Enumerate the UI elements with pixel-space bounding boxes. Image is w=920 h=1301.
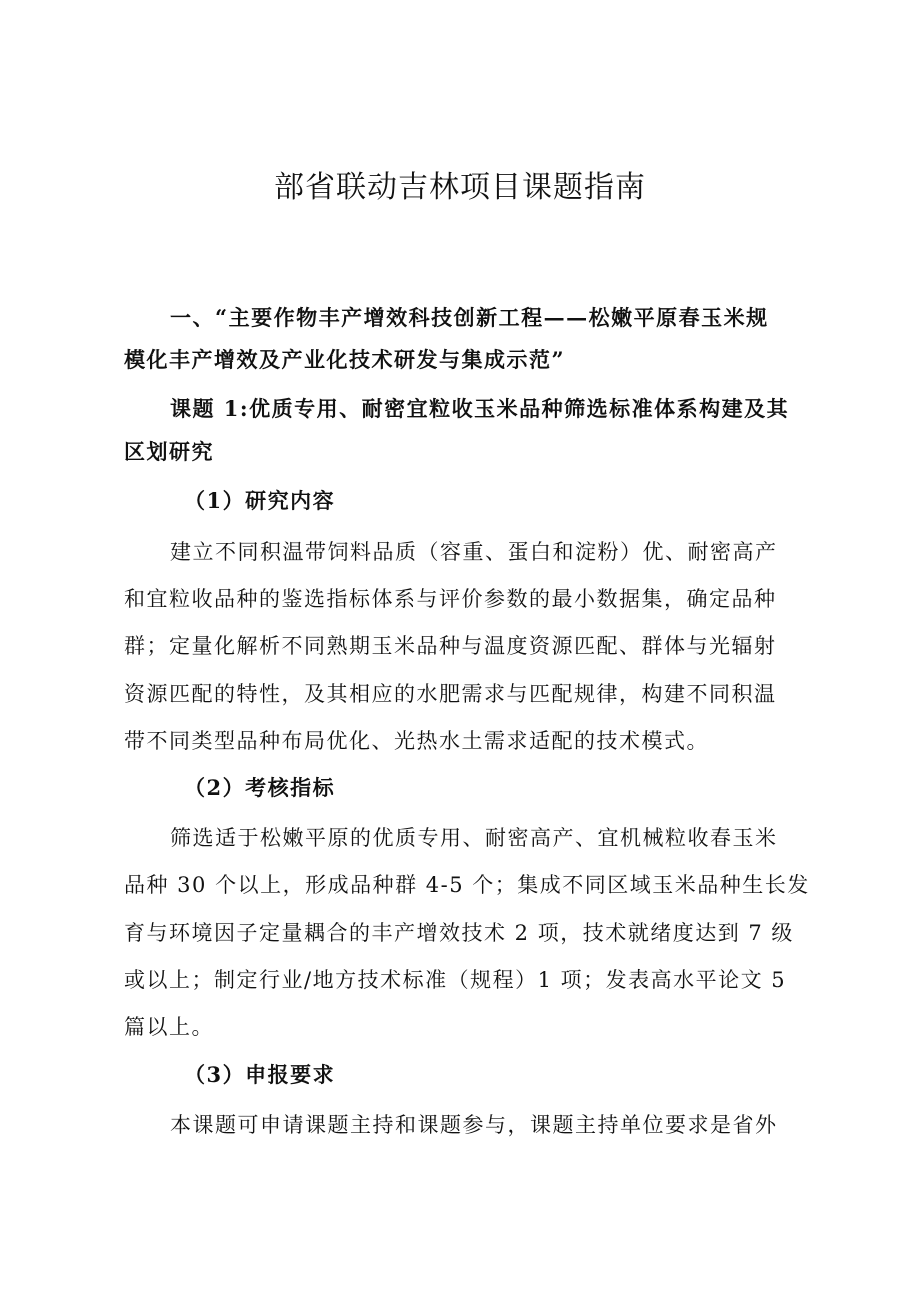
topic-title-line-2: 区划研究 [124, 439, 214, 464]
research-content-line: 建立不同积温带饲料品质（容重、蛋白和淀粉）优、耐密高产 [170, 540, 778, 564]
requirements-line: 本课题可申请课题主持和课题参与，课题主持单位要求是省外 [170, 1113, 778, 1137]
assessment-line: 品种 30 个以上，形成品种群 4-5 个；集成不同区域玉米品种生长发 [124, 873, 810, 897]
research-content-line: 带不同类型品种布局优化、光热水土需求适配的技术模式。 [124, 729, 709, 753]
assessment-heading: （2）考核指标 [184, 775, 336, 800]
research-content-line: 群；定量化解析不同熟期玉米品种与温度资源匹配、群体与光辐射 [124, 634, 777, 658]
assessment-line: 筛选适于松嫩平原的优质专用、耐密高产、宜机械粒收春玉米 [170, 826, 778, 850]
research-content-heading: （1）研究内容 [184, 488, 336, 513]
section-heading-line-1: 一、“主要作物丰产增效科技创新工程——松嫩平原春玉米规 [170, 305, 769, 330]
topic-title-line-1: 课题 1:优质专用、耐密宜粒收玉米品种筛选标准体系构建及其 [170, 396, 790, 421]
assessment-line: 育与环境因子定量耦合的丰产增效技术 2 项，技术就绪度达到 7 级 [124, 921, 794, 945]
requirements-heading: （3）申报要求 [184, 1062, 336, 1087]
section-heading-line-2: 模化丰产增效及产业化技术研发与集成示范” [124, 347, 566, 372]
research-content-line: 和宜粒收品种的鉴选指标体系与评价参数的最小数据集，确定品种 [124, 587, 777, 611]
research-content-line: 资源匹配的特性，及其相应的水肥需求与匹配规律，构建不同积温 [124, 682, 777, 706]
assessment-line: 或以上；制定行业/地方技术标准（规程）1 项；发表高水平论文 5 [124, 968, 787, 992]
page-title: 部省联动吉林项目课题指南 [274, 170, 646, 205]
assessment-line: 篇以上。 [124, 1015, 214, 1039]
